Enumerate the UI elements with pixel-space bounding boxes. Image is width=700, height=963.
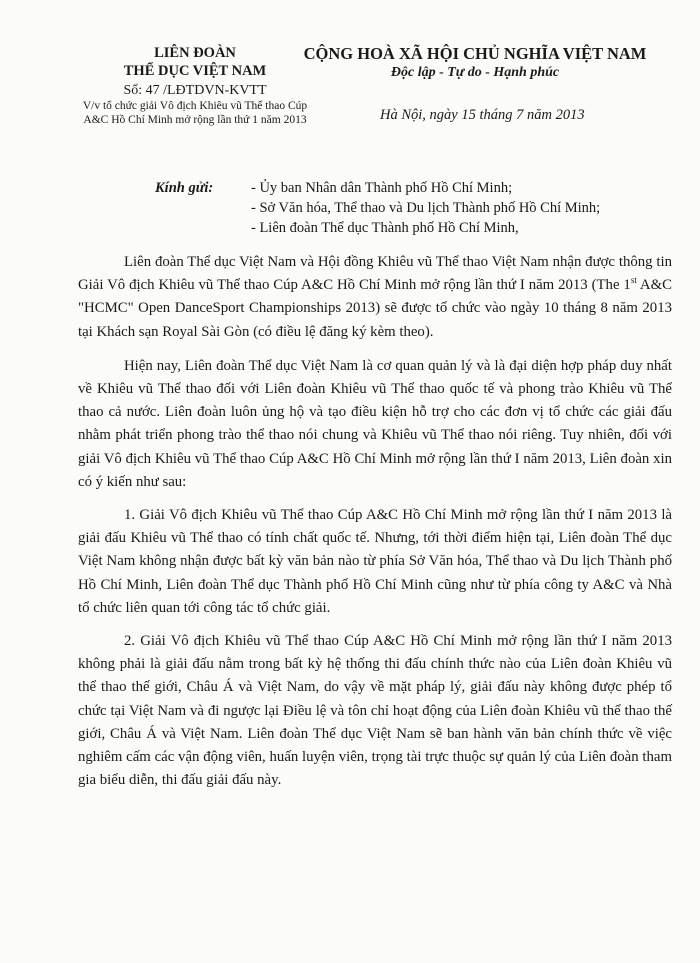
recipients-label: Kính gửi: <box>155 180 214 196</box>
paragraph-point-1: 1. Giải Vô địch Khiêu vũ Thể thao Cúp A&C Hồ Chí Minh mở rộng lần thứ I năm 2013 là giải đấu Khiêu vũ Thể thao có tính chất quốc tế. Nhưng, tới thời điểm hiện tại, Liên đoàn Thể dục Việt Nam không nhận được bất kỳ văn bản nào từ phía Sở Văn hóa, Thể thao và Du lịch Thành phố Hồ Chí Minh, Liên đoàn Thể dục Thành phố Hồ Chí Minh cũng như từ phía công ty A&C và Nhà tổ chức liên quan tới công tác tổ chức giải. <box>78 507 672 616</box>
nation-title: CỘNG HOÀ XÃ HỘI CHỦ NGHĨA VIỆT NAM <box>303 44 647 63</box>
national-motto: Độc lập - Tự do - Hạnh phúc <box>390 65 560 80</box>
letter-body <box>78 251 672 802</box>
paragraph-intro <box>78 251 672 344</box>
document-subject: V/v tổ chức giải Vô địch Khiêu vũ Thể thao Cúp A&C Hồ Chí Minh mở rộng lần thứ 1 năm 2013 <box>82 100 308 126</box>
paragraph-point-2: 2. Giải Vô địch Khiêu vũ Thể thao Cúp A&C Hồ Chí Minh mở rộng lần thứ I năm 2013 không phải là giải đấu nằm trong bất kỳ hệ thống thi đấu chính thức nào của Liên đoàn Khiêu vũ thể thao thế giới, Châu Á và Việt Nam, do vậy về mặt pháp lý, giải đấu này không được phép tổ chức tại Việt Nam và đi ngược lại Điều lệ và tôn chỉ hoạt động của Liên đoàn Khiêu vũ thể thao thế giới, Châu Á và Việt Nam. Liên đoàn Thể dục Việt Nam sẽ ban hành văn bản chính thức về việc nghiêm cấm các vận động viên, huấn luyện viên, trọng tài trực thuộc sự quản lý của Liên đoàn tham gia biểu diễn, thi đấu giải đấu này. <box>78 633 672 789</box>
recipients-block <box>155 178 675 238</box>
document-date: Hà Nội, ngày 15 tháng 7 năm 2013 <box>380 107 585 123</box>
national-heading <box>300 44 650 82</box>
paragraph-context: Hiện nay, Liên đoàn Thể dục Việt Nam là cơ quan quản lý và là đại diện hợp pháp duy nhất về Khiêu vũ Thể thao đối với Liên đoàn Khiêu vũ Thể thao quốc tế và phong trào Khiêu vũ Thể thao cả nước. Liên đoàn luôn ủng hộ và tạo điều kiện hỗ trợ cho các đơn vị tổ chức các giải đấu nhằm phát triển phong trào thể thao nói chung và Khiêu vũ Thể thao nói riêng. Tuy nhiên, đối với giải Vô địch Khiêu vũ Thể thao Cúp A&C Hồ Chí Minh mở rộng lần thứ I năm 2013, Liên đoàn xin có ý kiến như sau: <box>78 357 672 490</box>
issuer-block <box>70 44 320 127</box>
document-number: Số: 47 /LĐTDVN-KVTT <box>123 83 267 98</box>
ordinal-superscript: st <box>630 275 637 286</box>
recipient-item: - Liên đoàn Thể dục Thành phố Hồ Chí Minh, <box>251 220 519 236</box>
issuer-name-line2: THỂ DỤC VIỆT NAM <box>123 63 267 79</box>
paragraph-intro-text-a: Liên đoàn Thể dục Việt Nam và Hội đồng Khiêu vũ Thể thao Việt Nam nhận được thông tin Giải Vô địch Khiêu vũ Thể thao Cúp A&C Hồ Chí Minh mở rộng lần thứ I năm 2013 (The 1 <box>78 254 672 294</box>
issuer-name-line1: LIÊN ĐOÀN <box>154 45 236 61</box>
recipient-item: - Ủy ban Nhân dân Thành phố Hồ Chí Minh; <box>251 180 513 196</box>
paragraph-intro-text-b: A&C "HCMC" Open DanceSport Championships 2013) sẽ được tổ chức vào ngày 10 tháng 8 năm 2013 tại Khách sạn Royal Sài Gòn (có điều lệ đăng ký kèm theo). <box>78 277 672 340</box>
recipient-item: - Sở Văn hóa, Thể thao và Du lịch Thành phố Hồ Chí Minh; <box>251 200 601 216</box>
